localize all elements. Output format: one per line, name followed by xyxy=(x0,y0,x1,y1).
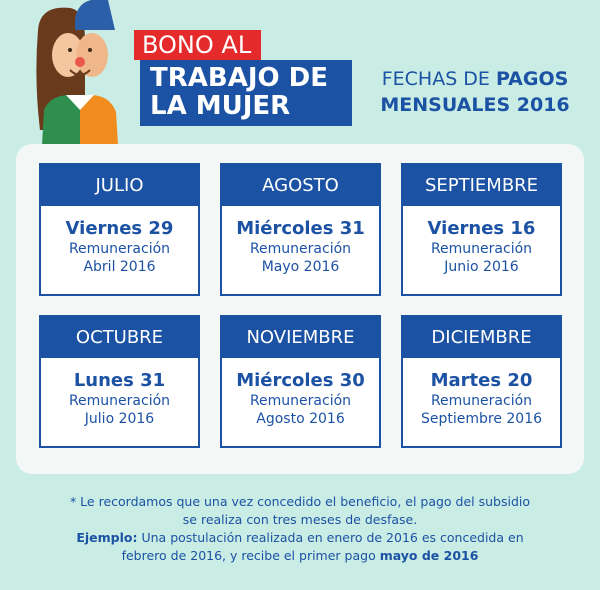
woman-worker-illustration xyxy=(30,0,120,145)
month-card-septiembre xyxy=(401,163,562,296)
payment-period: Agosto 2016 xyxy=(256,411,345,427)
title-line-1: BONO AL xyxy=(134,30,261,60)
note-line-4 xyxy=(30,547,570,565)
payment-label: Remuneración xyxy=(68,241,171,257)
payment-period: Julio 2016 xyxy=(84,411,155,427)
title-main xyxy=(140,60,352,126)
example-text: Una postulación realizada en enero de 2016 es concedida en xyxy=(137,530,524,545)
note-line-1: * Le recordamos que una vez concedido el beneficio, el pago del subsidio xyxy=(69,494,531,509)
month-header: DICIEMBRE xyxy=(403,317,560,358)
month-header: SEPTIEMBRE xyxy=(403,165,560,206)
subtitle xyxy=(370,66,580,118)
month-card-octubre xyxy=(39,315,200,448)
note-line-4-bold: mayo de 2016 xyxy=(379,548,479,563)
payment-period: Septiembre 2016 xyxy=(420,411,543,427)
month-card-diciembre xyxy=(401,315,562,448)
payment-label: Remuneración xyxy=(68,393,171,409)
payment-day: Miércoles 30 xyxy=(236,370,365,391)
month-header: NOVIEMBRE xyxy=(222,317,379,358)
subtitle-line-1 xyxy=(370,66,580,92)
payment-period: Junio 2016 xyxy=(444,259,519,275)
payment-period: Mayo 2016 xyxy=(261,259,340,275)
note-line-4-text: febrero de 2016, y recibe el primer pago xyxy=(121,548,380,563)
payment-day: Viernes 16 xyxy=(427,218,536,239)
note-line-3 xyxy=(30,529,570,547)
payment-label: Remuneración xyxy=(430,241,533,257)
month-header: OCTUBRE xyxy=(41,317,198,358)
title-block xyxy=(134,30,352,126)
month-header: JULIO xyxy=(41,165,198,206)
month-card-julio xyxy=(39,163,200,296)
title-line-3: LA MUJER xyxy=(150,91,291,121)
payment-label: Remuneración xyxy=(249,241,352,257)
month-card-agosto xyxy=(220,163,381,296)
payment-dates-panel xyxy=(16,144,584,474)
month-card-noviembre xyxy=(220,315,381,448)
subtitle-prefix: FECHAS DE xyxy=(381,68,496,90)
payment-day: Viernes 29 xyxy=(65,218,174,239)
title-line-2: TRABAJO DE xyxy=(150,63,328,93)
payment-label: Remuneración xyxy=(430,393,533,409)
month-header: AGOSTO xyxy=(222,165,379,206)
payment-period: Abril 2016 xyxy=(83,259,156,275)
note-line-2: se realiza con tres meses de desfase. xyxy=(182,512,418,527)
payment-day: Lunes 31 xyxy=(73,370,166,391)
payment-day: Martes 20 xyxy=(430,370,533,391)
payment-day: Miércoles 31 xyxy=(236,218,365,239)
example-label: Ejemplo: xyxy=(76,530,138,545)
subtitle-line-2: MENSUALES 2016 xyxy=(380,94,570,116)
footnote xyxy=(30,493,570,565)
payment-label: Remuneración xyxy=(249,393,352,409)
subtitle-bold: PAGOS xyxy=(495,68,569,90)
